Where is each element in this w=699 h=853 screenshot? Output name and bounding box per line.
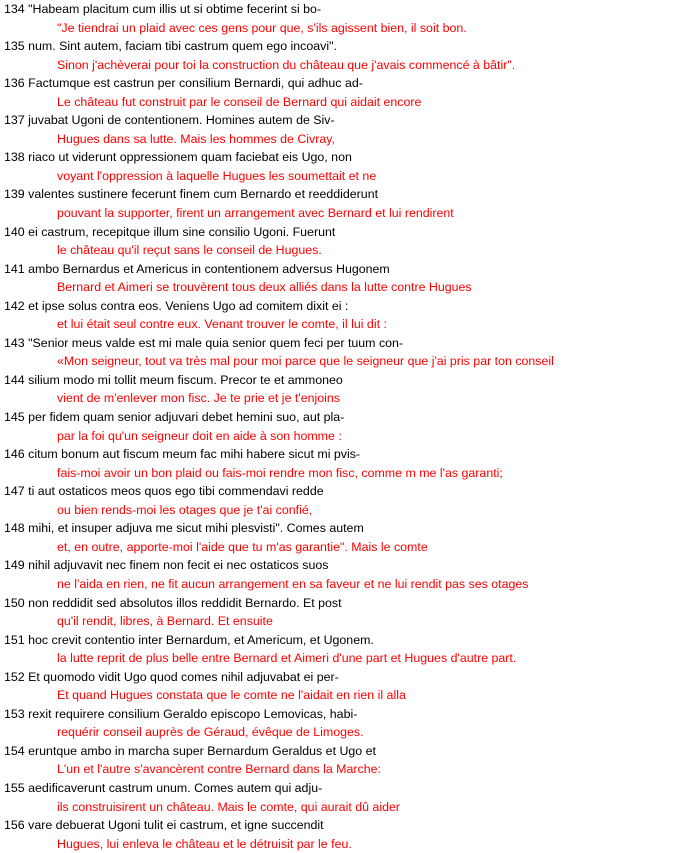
french-translation-line: "Je tiendrai un plaid avec ces gens pour que, s'ils agissent bien, il soit bon. [57, 20, 467, 35]
latin-line [4, 371, 696, 390]
french-translation-line: ne l'aida en rien, ne fit aucun arrangement en sa faveur et ne lui rendit pas ses otages [57, 576, 529, 591]
latin-line [4, 705, 696, 724]
latin-text: aedificaverunt castrum unum. Comes autem qui adju- [28, 780, 323, 795]
latin-line [4, 37, 696, 56]
line-number: 150 [4, 595, 25, 610]
latin-line [4, 74, 696, 93]
latin-text: ambo Bernardus et Americus in contentionem adversus Hugonem [28, 261, 390, 276]
line-number: 155 [4, 780, 25, 795]
french-translation-line: et lui était seul contre eux. Venant trouver le comte, il lui dit : [57, 317, 387, 332]
line-number: 138 [4, 150, 25, 165]
latin-text: "Senior meus valde est mi male quia senior quem feci per tuum con- [28, 335, 404, 350]
latin-text: vare debuerat Ugoni tulit ei castrum, et igne succendit [28, 818, 324, 833]
french-translation-line: fais-moi avoir un bon plaid ou fais-moi rendre mon fisc, comme m me l'as garanti; [57, 465, 503, 480]
latin-line [4, 519, 696, 538]
latin-line [4, 668, 696, 687]
line-number: 136 [4, 76, 25, 91]
latin-text: eruntque ambo in marcha super Bernardum Geraldus et Ugo et [28, 743, 376, 758]
latin-line [4, 742, 696, 761]
latin-text: rexit requirere consilium Geraldo episcopo Lemovicas, habi- [28, 706, 358, 721]
line-number: 156 [4, 818, 25, 833]
latin-line [4, 482, 696, 501]
latin-line [4, 0, 696, 19]
french-translation-line: la lutte reprit de plus belle entre Bernard et Aimeri d'une part et Hugues d'autre part. [57, 651, 517, 666]
latin-line [4, 779, 696, 798]
latin-text: Et quomodo vidit Ugo quod comes nihil adjuvabat ei per- [28, 669, 339, 684]
line-number: 146 [4, 447, 25, 462]
line-number: 139 [4, 187, 25, 202]
french-translation-line: Sinon j'achèverai pour toi la construction du château que j'avais commencé à bâtir". [57, 57, 516, 72]
latin-text: hoc crevit contentio inter Bernardum, et Americum, et Ugonem. [28, 632, 374, 647]
latin-text: ei castrum, recepitque illum sine consilio Ugoni. Fuerunt [28, 224, 336, 239]
french-translation-line: qu'il rendit, libres, à Bernard. Et ensuite [57, 614, 273, 629]
french-translation-line: Le château fut construit par le conseil de Bernard qui aidait encore [57, 94, 422, 109]
line-number: 134 [4, 2, 25, 16]
latin-line [4, 556, 696, 575]
line-number: 148 [4, 521, 25, 536]
french-translation-line: Et quand Hugues constata que le comte ne l'aidait en rien il alla [57, 688, 406, 703]
latin-text: ti aut ostaticos meos quos ego tibi commendavi redde [28, 484, 324, 499]
line-number: 153 [4, 706, 25, 721]
line-number: 151 [4, 632, 25, 647]
latin-line [4, 408, 696, 427]
french-translation-line: pouvant la supporter, firent un arrangement avec Bernard et lui rendirent [57, 206, 454, 221]
latin-text: nihil adjuvavit nec finem non fecit ei nec ostaticos suos [28, 558, 329, 573]
french-translation-line: et, en outre, apporte-moi l'aide que tu m'as garantie". Mais le comte [57, 539, 428, 554]
french-translation-line: ils construisirent un château. Mais le comte, qui aurait dû aider [57, 799, 400, 814]
latin-text: per fidem quam senior adjuvari debet hemini suo, aut pla- [28, 410, 345, 425]
latin-line [4, 445, 696, 464]
latin-line [4, 816, 696, 835]
latin-line [4, 223, 696, 242]
line-number: 147 [4, 484, 25, 499]
latin-text: valentes sustinere fecerunt finem cum Bernardo et reeddiderunt [28, 187, 379, 202]
latin-line [4, 334, 696, 353]
latin-text: juvabat Ugoni de contentionem. Homines autem de Siv- [28, 113, 335, 128]
french-translation-line: requérir conseil auprès de Géraud, évêque de Limoges. [57, 725, 364, 740]
latin-text: et ipse solus contra eos. Veniens Ugo ad comitem dixit ei : [28, 298, 349, 313]
french-translation-line: Hugues, lui enleva le château et le détruisit par le feu. [57, 836, 352, 851]
latin-line [4, 594, 696, 613]
latin-line [4, 148, 696, 167]
latin-line [4, 111, 696, 130]
french-translation-line: vient de m'enlever mon fisc. Je te prie et je t'enjoins [57, 391, 340, 406]
latin-line [4, 260, 696, 279]
line-number: 154 [4, 743, 25, 758]
line-number: 141 [4, 261, 25, 276]
line-number: 144 [4, 372, 25, 387]
latin-text: riaco ut viderunt oppressionem quam faciebat eis Ugo, non [28, 150, 352, 165]
latin-text: num. Sint autem, faciam tibi castrum quem ego incoavi". [28, 39, 337, 54]
french-translation-line: Hugues dans sa lutte. Mais les hommes de Civray, [57, 131, 335, 146]
latin-line [4, 297, 696, 316]
french-translation-line: «Mon seigneur, tout va très mal pour moi parce que le seigneur que j'ai pris par ton conseil [57, 354, 554, 369]
line-number: 142 [4, 298, 25, 313]
line-number: 137 [4, 113, 25, 128]
latin-text: Factumque est castrun per consilium Bernardi, qui adhuc ad- [28, 76, 363, 91]
line-number: 140 [4, 224, 25, 239]
french-translation-line: voyant l'oppression à laquelle Hugues les soumettait et ne [57, 168, 377, 183]
line-number: 152 [4, 669, 25, 684]
french-translation-line: Bernard et Aimeri se trouvèrent tous deux alliés dans la lutte contre Hugues [57, 280, 472, 295]
line-number: 145 [4, 410, 25, 425]
french-translation-line: L'un et l'autre s'avancèrent contre Bernard dans la Marche: [57, 762, 381, 777]
french-translation-line: par la foi qu'un seigneur doit en aide à son homme : [57, 428, 342, 443]
line-number: 135 [4, 39, 25, 54]
latin-text: citum bonum aut fiscum meum fac mihi habere sicut mi pvis- [28, 447, 361, 462]
french-translation-line: ou bien rends-moi les otages que je t'ai confié, [57, 502, 313, 517]
latin-text: mihi, et insuper adjuva me sicut mihi plesvisti". Comes autem [28, 521, 364, 536]
latin-line [4, 185, 696, 204]
latin-text: non reddidit sed absolutos illos reddidit Bernardo. Et post [28, 595, 342, 610]
latin-text: "Habeam placitum cum illis ut si obtime fecerint si bo- [28, 2, 322, 16]
line-number: 149 [4, 558, 25, 573]
document-text [4, 0, 696, 853]
latin-text: silium modo mi tollit meum fiscum. Precor te et ammoneo [28, 372, 343, 387]
line-number: 143 [4, 335, 25, 350]
latin-line [4, 631, 696, 650]
french-translation-line: le château qu'il reçut sans le conseil de Hugues. [57, 243, 322, 258]
